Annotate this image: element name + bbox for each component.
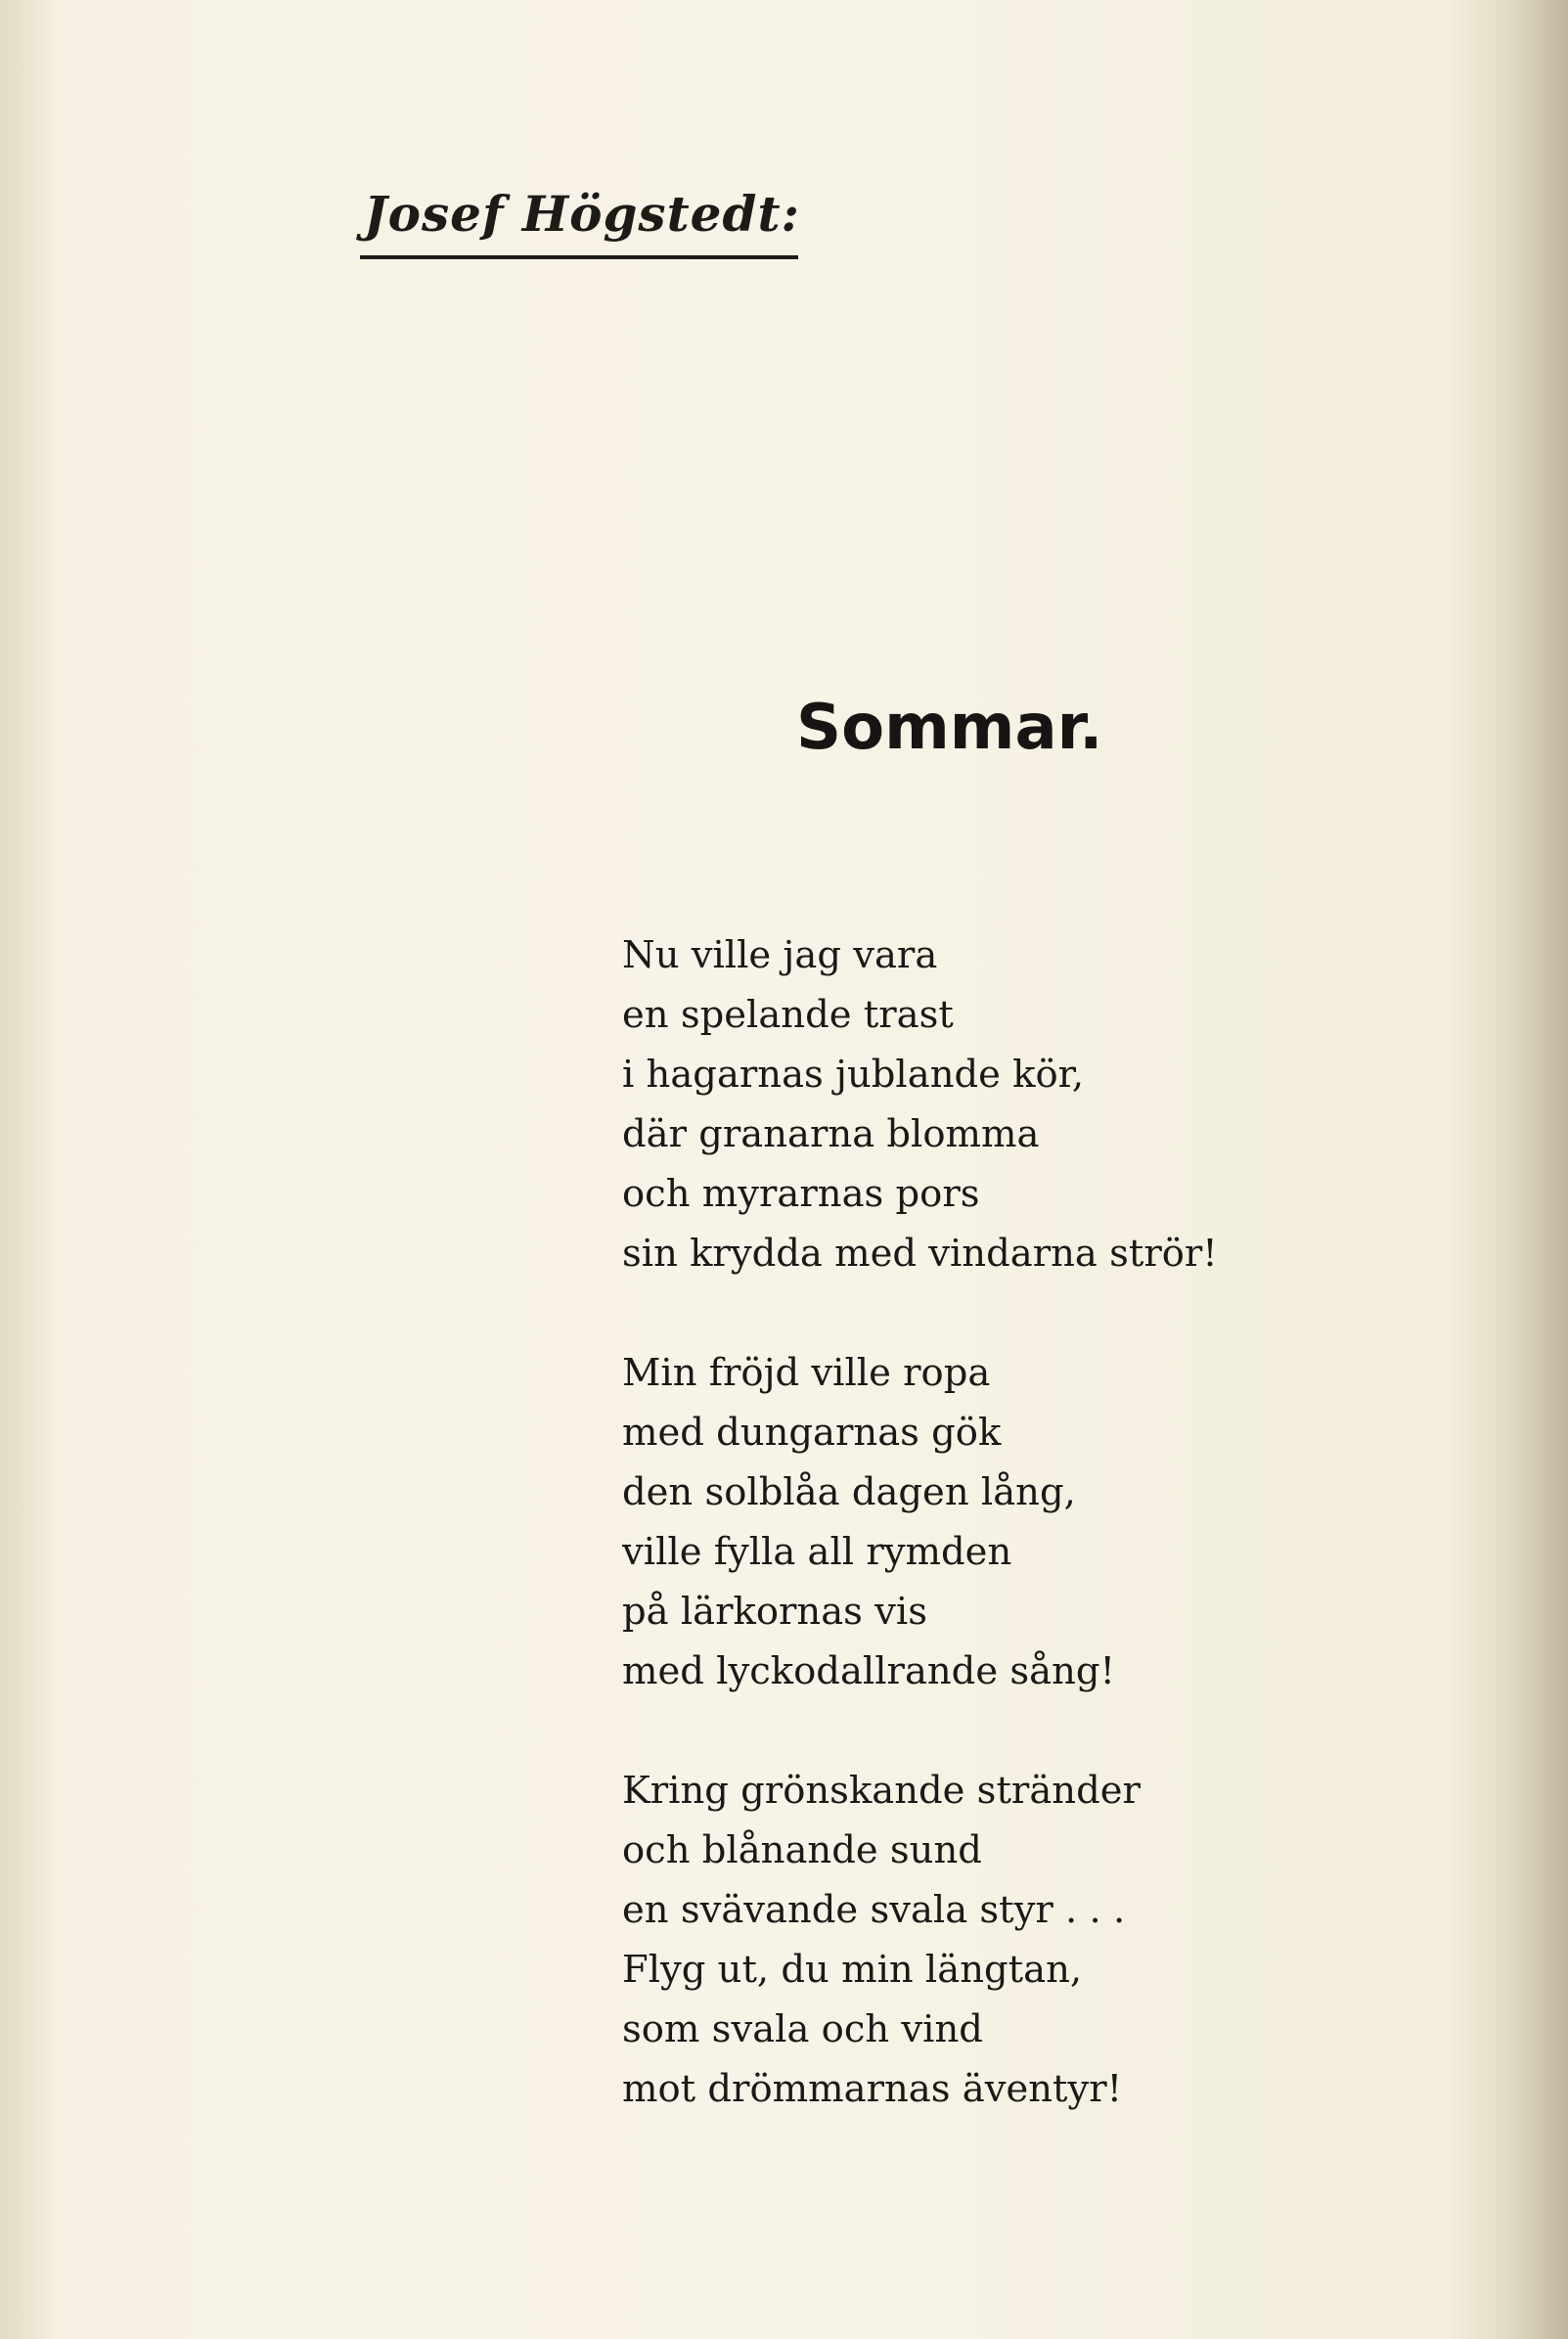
stanza-3 xyxy=(622,1761,1218,2119)
poem-line: på lärkornas vis xyxy=(622,1590,927,1634)
poem-line: som svala och vind xyxy=(622,2007,983,2051)
poem-line: ville fylla all rymden xyxy=(622,1530,1012,1574)
poem-line: med lyckodallrande sång! xyxy=(622,1649,1115,1693)
poem-line: sin krydda med vindarna strör! xyxy=(622,1232,1218,1276)
poem-line: en spelande trast xyxy=(622,993,954,1037)
poem-title: Sommar. xyxy=(796,692,1103,764)
poem-line: en svävande svala styr . . . xyxy=(622,1888,1126,1932)
poem-line: Min fröjd ville ropa xyxy=(622,1351,991,1395)
stanza-1 xyxy=(622,925,1218,1283)
stanza-2 xyxy=(622,1343,1218,1701)
poem-line: den solblåa dagen lång, xyxy=(622,1470,1076,1514)
poem-line: mot drömmarnas äventyr! xyxy=(622,2067,1123,2111)
poem-line: med dungarnas gök xyxy=(622,1411,1002,1455)
poem-line: i hagarnas jublande kör, xyxy=(622,1053,1085,1097)
author-heading: Josef Högstedt: xyxy=(364,185,801,243)
poem-line: Nu ville jag vara xyxy=(622,933,938,977)
poem-body xyxy=(622,925,1218,2179)
poem-line: Kring grönskande stränder xyxy=(622,1769,1141,1813)
poem-line: och blånande sund xyxy=(622,1828,982,1872)
poem-line: Flyg ut, du min längtan, xyxy=(622,1948,1083,1992)
poem-line: och myrarnas pors xyxy=(622,1172,980,1216)
poem-line: där granarna blomma xyxy=(622,1112,1040,1156)
author-underline xyxy=(360,255,798,259)
